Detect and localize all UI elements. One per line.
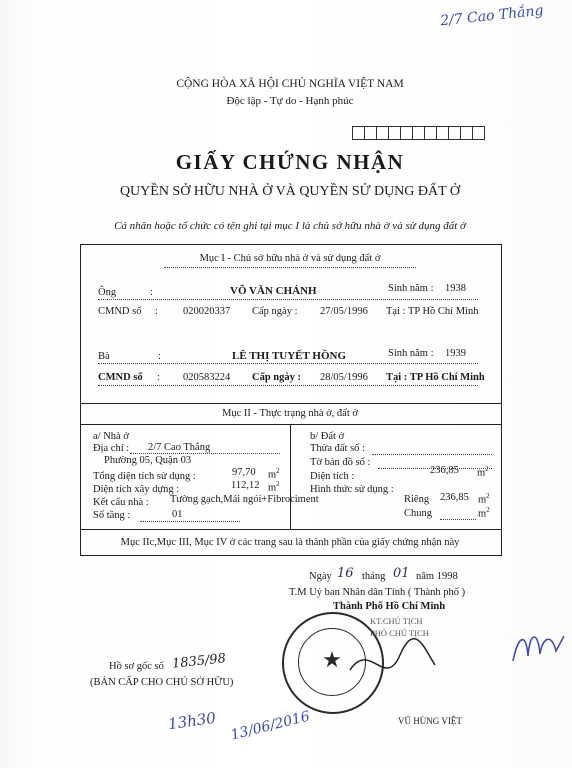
house-built-area-label: Diện tích xây dựng : bbox=[93, 484, 180, 495]
house-total-area-unit: m bbox=[268, 469, 277, 481]
handwritten-date: 13/06/2016 bbox=[229, 708, 312, 744]
signing-month-label: tháng bbox=[362, 571, 386, 582]
land-area: 236,85 bbox=[430, 465, 459, 476]
house-heading: a/ Nhà ở bbox=[93, 431, 129, 442]
owner1-prefix: Ông bbox=[98, 287, 117, 298]
section1-title: Mục I - Chủ sở hữu nhà ở và sử dụng đất ở bbox=[199, 253, 381, 264]
owner1-birth-year: 1938 bbox=[445, 283, 466, 294]
signing-city: Thành Phố Hồ Chí Minh bbox=[333, 601, 446, 612]
land-map-label: Tờ bản đồ số : bbox=[310, 457, 371, 468]
land-private-unit: m bbox=[478, 494, 487, 506]
land-private-label: Riêng bbox=[404, 494, 430, 505]
land-heading: b/ Đất ở bbox=[310, 431, 345, 442]
owner2-birth-year: 1939 bbox=[445, 348, 466, 359]
record-number: 1835/98 bbox=[171, 651, 227, 672]
emblem-star-icon: ★ bbox=[322, 647, 342, 672]
signing-authority: T.M Uỷ ban Nhân dân Tỉnh ( Thành phố ) bbox=[289, 587, 466, 598]
house-total-area: 97,70 bbox=[232, 467, 256, 478]
handwritten-time: 13h30 bbox=[166, 708, 217, 734]
handwritten-address-note: 2/7 Cao Thắng bbox=[439, 2, 545, 30]
record-label: Hồ sơ gốc số bbox=[109, 661, 164, 672]
official-signature bbox=[340, 630, 440, 690]
house-floors: 01 bbox=[172, 509, 183, 520]
owner1-name: VÕ VĂN CHÁNH bbox=[230, 285, 317, 297]
document-title: GIẤY CHỨNG NHẬN bbox=[175, 150, 405, 174]
house-address-label: Địa chỉ : bbox=[93, 443, 130, 454]
owner2-date-label: Cấp ngày : bbox=[252, 372, 302, 383]
house-total-area-label: Tổng diện tích sử dụng : bbox=[93, 471, 196, 482]
handwritten-margin-signature bbox=[508, 616, 568, 676]
owner1-id: 020020337 bbox=[183, 306, 231, 317]
house-built-area-unit: m bbox=[268, 482, 277, 494]
signing-year: năm 1998 bbox=[416, 571, 458, 582]
land-private-area: 236,85 bbox=[440, 492, 469, 503]
land-area-label: Diện tích : bbox=[310, 471, 355, 482]
document-subtitle: QUYỀN SỞ HỮU NHÀ Ở VÀ QUYỀN SỬ DỤNG ĐẤT Ở bbox=[119, 184, 461, 199]
owner2-id-label: CMND số bbox=[98, 372, 143, 383]
intro-statement: Cá nhân hoặc tổ chức có tên ghi tại mục I là chủ sở hữu nhà ở và sử dụng đất ở bbox=[114, 220, 466, 232]
owner1-birth-label: Sinh năm : bbox=[388, 283, 434, 294]
owner1-date: 27/05/1996 bbox=[320, 306, 368, 317]
land-use-label: Hình thức sử dụng : bbox=[310, 484, 394, 495]
house-structure-label: Kết cấu nhà : bbox=[93, 497, 149, 508]
owner1-date-label: Cấp ngày : bbox=[252, 306, 298, 317]
section2-title: Mục II - Thực trạng nhà ở, đất ở bbox=[222, 408, 358, 419]
house-address-line2: Phường 05, Quận 03 bbox=[104, 455, 192, 466]
copy-note: (BẢN CẤP CHO CHỦ SỞ HỮU) bbox=[90, 677, 234, 688]
land-parcel-label: Thửa đất số : bbox=[310, 443, 365, 454]
signing-day: 16 bbox=[337, 566, 354, 581]
signing-month: 01 bbox=[393, 566, 410, 581]
signing-vice-chairman: PHÓ CHỦ TỊCH bbox=[370, 628, 429, 638]
owner2-birth-label: Sinh năm : bbox=[388, 348, 434, 359]
section-continuation-note: Mục IIc,Mục III, Mục IV ở các trang sau là thành phần của giấy chứng nhận này bbox=[120, 537, 460, 548]
owner2-prefix: Bà bbox=[98, 351, 110, 362]
owner2-name: LÊ THỊ TUYẾT HỒNG bbox=[232, 350, 347, 362]
serial-number-boxes bbox=[352, 126, 484, 145]
signing-date-prefix: Ngày bbox=[309, 571, 332, 582]
house-structure: Tường gạch,Mái ngói+Fibrociment bbox=[170, 494, 319, 505]
owner2-id: 020583224 bbox=[183, 372, 231, 383]
land-area-unit: m bbox=[477, 467, 486, 479]
national-motto: Độc lập - Tự do - Hạnh phúc bbox=[226, 95, 354, 107]
signer-name: VŨ HÙNG VIỆT bbox=[398, 716, 462, 726]
owner1-id-label: CMND số bbox=[98, 306, 142, 317]
owner2-date: 28/05/1996 bbox=[320, 372, 368, 383]
land-shared-label: Chung bbox=[404, 508, 433, 519]
nation-header: CỘNG HÒA XÃ HỘI CHỦ NGHĨA VIỆT NAM bbox=[176, 78, 404, 90]
owner2-place: Tại : TP Hồ Chí Minh bbox=[386, 372, 485, 383]
house-floors-label: Số tầng : bbox=[93, 510, 131, 521]
signing-kt: KT.CHỦ TỊCH bbox=[370, 616, 423, 626]
land-shared-unit: m bbox=[478, 508, 487, 520]
house-built-area: 112,12 bbox=[231, 480, 260, 491]
owner1-place: Tại : TP Hồ Chí Minh bbox=[386, 306, 479, 317]
house-address-line1: 2/7 Cao Thắng bbox=[148, 442, 211, 453]
